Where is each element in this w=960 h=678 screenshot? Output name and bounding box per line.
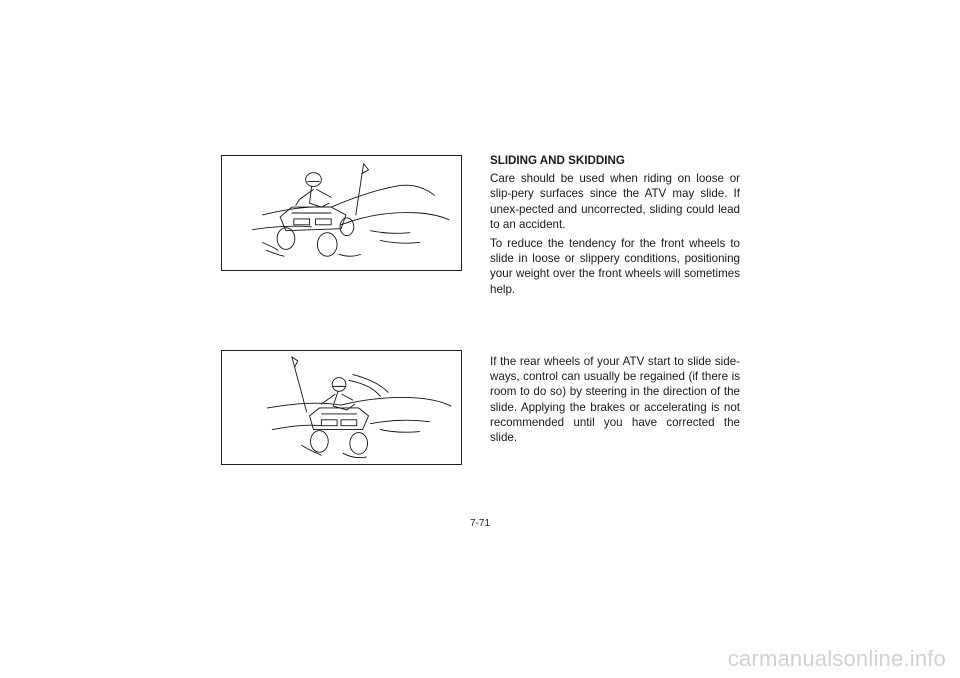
atv-sliding-illustration [221,155,462,271]
paragraph: Care should be used when riding on loose or slip-pery surfaces since the ATV may slide. If unex-pected and uncorrected, sliding could lead to an accident. [490,172,740,231]
watermark: carmanualsonline.info [727,646,946,671]
atv-rider-rear-slide-icon [222,351,461,464]
paragraph: If the rear wheels of your ATV start to slide side-ways, control can usually be regained (if there is room to do so) by steering in the direction of the slide. Applying the brakes or accelerating is not recommended until you have corrected the slide. [490,355,740,445]
sliding-section [490,153,740,301]
paragraph: To reduce the tendency for the front wheels to slide in loose or slippery conditions, positioning your weight over the front wheels will sometimes help. [490,237,740,296]
atv-rear-slide-illustration [221,350,462,465]
section-heading: SLIDING AND SKIDDING [490,154,625,167]
rear-slide-section [490,354,740,449]
atv-rider-sliding-icon [222,156,461,270]
page-number: 7-71 [469,518,490,529]
